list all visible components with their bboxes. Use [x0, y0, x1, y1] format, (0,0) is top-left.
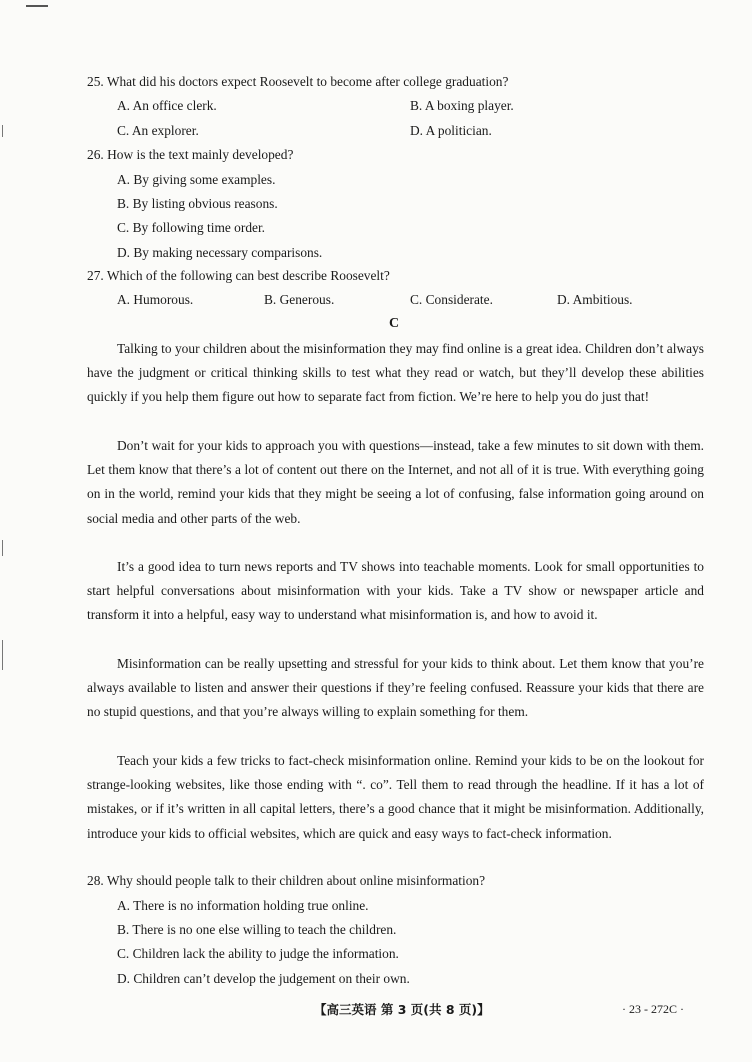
question-26-option-d: D. By making necessary comparisons.	[117, 245, 323, 260]
question-26-option-c: C. By following time order.	[117, 220, 266, 235]
scan-artifact-mark	[26, 5, 48, 7]
question-28-stem: 28. Why should people talk to their children about online misinformation?	[87, 873, 486, 888]
question-26-option-b: B. By listing obvious reasons.	[117, 196, 278, 211]
passage-paragraph-5: Teach your kids a few tricks to fact-check misinformation online. Remind your kids to be on the lookout for strange-looking websites, like those ending with “. co”. Tell them to read through the headline. If it has a lot of mistakes, or if it’s written in all capital letters, there’s a good chance that it might be misinformation. Additionally, introduce your kids to official websites, which are quick and easy ways to fact-check information.	[87, 753, 704, 841]
question-25-stem: 25. What did his doctors expect Roosevelt to become after college graduation?	[87, 74, 509, 89]
question-25-option-c: C. An explorer.	[117, 123, 199, 138]
question-28-option-d: D. Children can’t develop the judgement on their own.	[117, 971, 410, 986]
question-27-option-c: C. Considerate.	[410, 292, 493, 307]
page-footer-title: 【高三英语 第 3 页(共 8 页)】	[314, 1002, 490, 1017]
question-27-stem: 27. Which of the following can best describe Roosevelt?	[87, 268, 390, 283]
edge-tick	[2, 125, 3, 137]
edge-tick	[2, 540, 3, 556]
question-28-option-b: B. There is no one else willing to teach the children.	[117, 922, 397, 937]
question-27-option-d: D. Ambitious.	[557, 292, 633, 307]
passage-paragraph-2: Don’t wait for your kids to approach you with questions—instead, take a few minutes to sit down with them. Let them know that there’s a lot of content out there on the Internet, and not all of it is true. With everything going on in the world, remind your kids that they might be seeing a lot of confusing, false information going around on social media and other parts of the web.	[87, 438, 704, 526]
passage-paragraph-4: Misinformation can be really upsetting and stressful for your kids to think about. Let them know that you’re always available to listen and answer their questions if they’re feeling confused. Reassure your kids that there are no stupid questions, and that you’re always willing to explain something for them.	[87, 656, 704, 720]
question-25-option-a: A. An office clerk.	[117, 98, 217, 113]
question-26-stem: 26. How is the text mainly developed?	[87, 147, 294, 162]
question-28-option-c: C. Children lack the ability to judge the information.	[117, 946, 399, 961]
passage-paragraph-1: Talking to your children about the misinformation they may find online is a great idea. Children don’t always have the judgment or critical thinking skills to test what they read or watch, but they’ll develop these abilities quickly if you help them figure out how to separate fact from fiction. We’re here to help you do just that!	[87, 341, 704, 405]
question-28-option-a: A. There is no information holding true online.	[117, 898, 369, 913]
section-heading-c: C	[389, 316, 400, 331]
page-footer-code: · 23 - 272C ·	[622, 1002, 684, 1016]
passage-paragraph-3: It’s a good idea to turn news reports and TV shows into teachable moments. Look for small opportunities to start helpful conversations about misinformation with your kids. Take a TV show or newspaper article and transform it into a helpful, easy way to understand what misinformation is, and how to avoid it.	[87, 559, 704, 623]
question-26-option-a: A. By giving some examples.	[117, 172, 276, 187]
question-25-option-b: B. A boxing player.	[410, 98, 514, 113]
question-27-option-a: A. Humorous.	[117, 292, 194, 307]
question-27-option-b: B. Generous.	[264, 292, 335, 307]
edge-tick	[2, 640, 3, 670]
question-25-option-d: D. A politician.	[410, 123, 492, 138]
